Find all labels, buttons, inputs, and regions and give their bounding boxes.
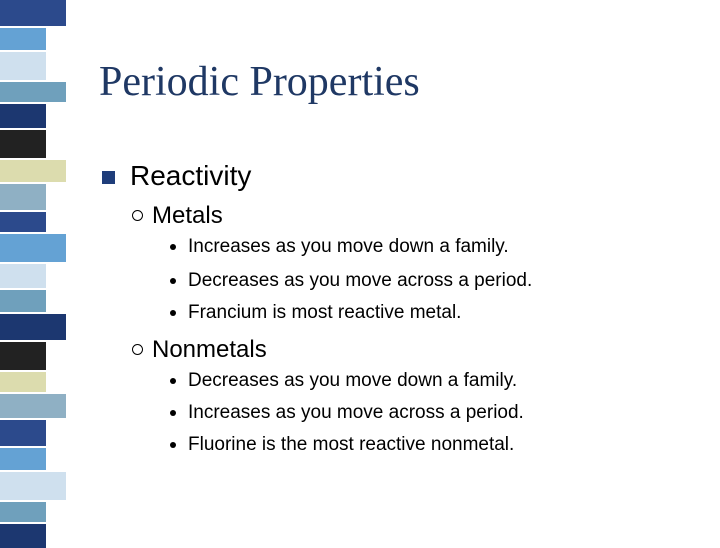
decorative-stripe [0,0,66,540]
list-item-text: Increases as you move across a period. [188,402,524,423]
stripe-block [0,264,46,288]
list-item-text: Fluorine is the most reactive nonmetal. [188,434,515,455]
dot-bullet-icon [170,244,176,250]
list-item-text: Decreases as you move down a family. [188,370,518,391]
stripe-block [0,314,66,340]
dot-bullet-icon [170,442,176,448]
square-bullet-icon [102,171,115,184]
stripe-block [0,342,46,370]
stripe-block [0,420,46,446]
stripe-block [0,448,46,470]
stripe-block [0,234,66,262]
stripe-block [0,130,46,158]
circle-bullet-icon [132,210,143,221]
stripe-block [0,28,46,50]
dot-bullet-icon [170,278,176,284]
dot-bullet-icon [170,378,176,384]
dot-bullet-icon [170,310,176,316]
stripe-block [0,472,66,500]
sub-bullet-label: Metals [152,202,223,229]
slide-title: Periodic Properties [99,59,420,105]
list-item-text: Increases as you move down a family. [188,236,509,257]
stripe-block [0,524,46,548]
bullet-label: Reactivity [130,160,252,191]
stripe-block [0,0,66,26]
stripe-block [0,82,66,102]
stripe-block [0,184,46,210]
stripe-block [0,372,46,392]
sub-bullet-label: Nonmetals [152,336,267,363]
stripe-block [0,52,46,80]
stripe-block [0,394,66,418]
list-item-text: Francium is most reactive metal. [188,302,462,323]
list-item-text: Decreases as you move across a period. [188,270,533,291]
dot-bullet-icon [170,410,176,416]
stripe-block [0,290,46,312]
stripe-block [0,502,46,522]
stripe-block [0,212,46,232]
stripe-block [0,104,46,128]
circle-bullet-icon [132,344,143,355]
stripe-block [0,160,66,182]
